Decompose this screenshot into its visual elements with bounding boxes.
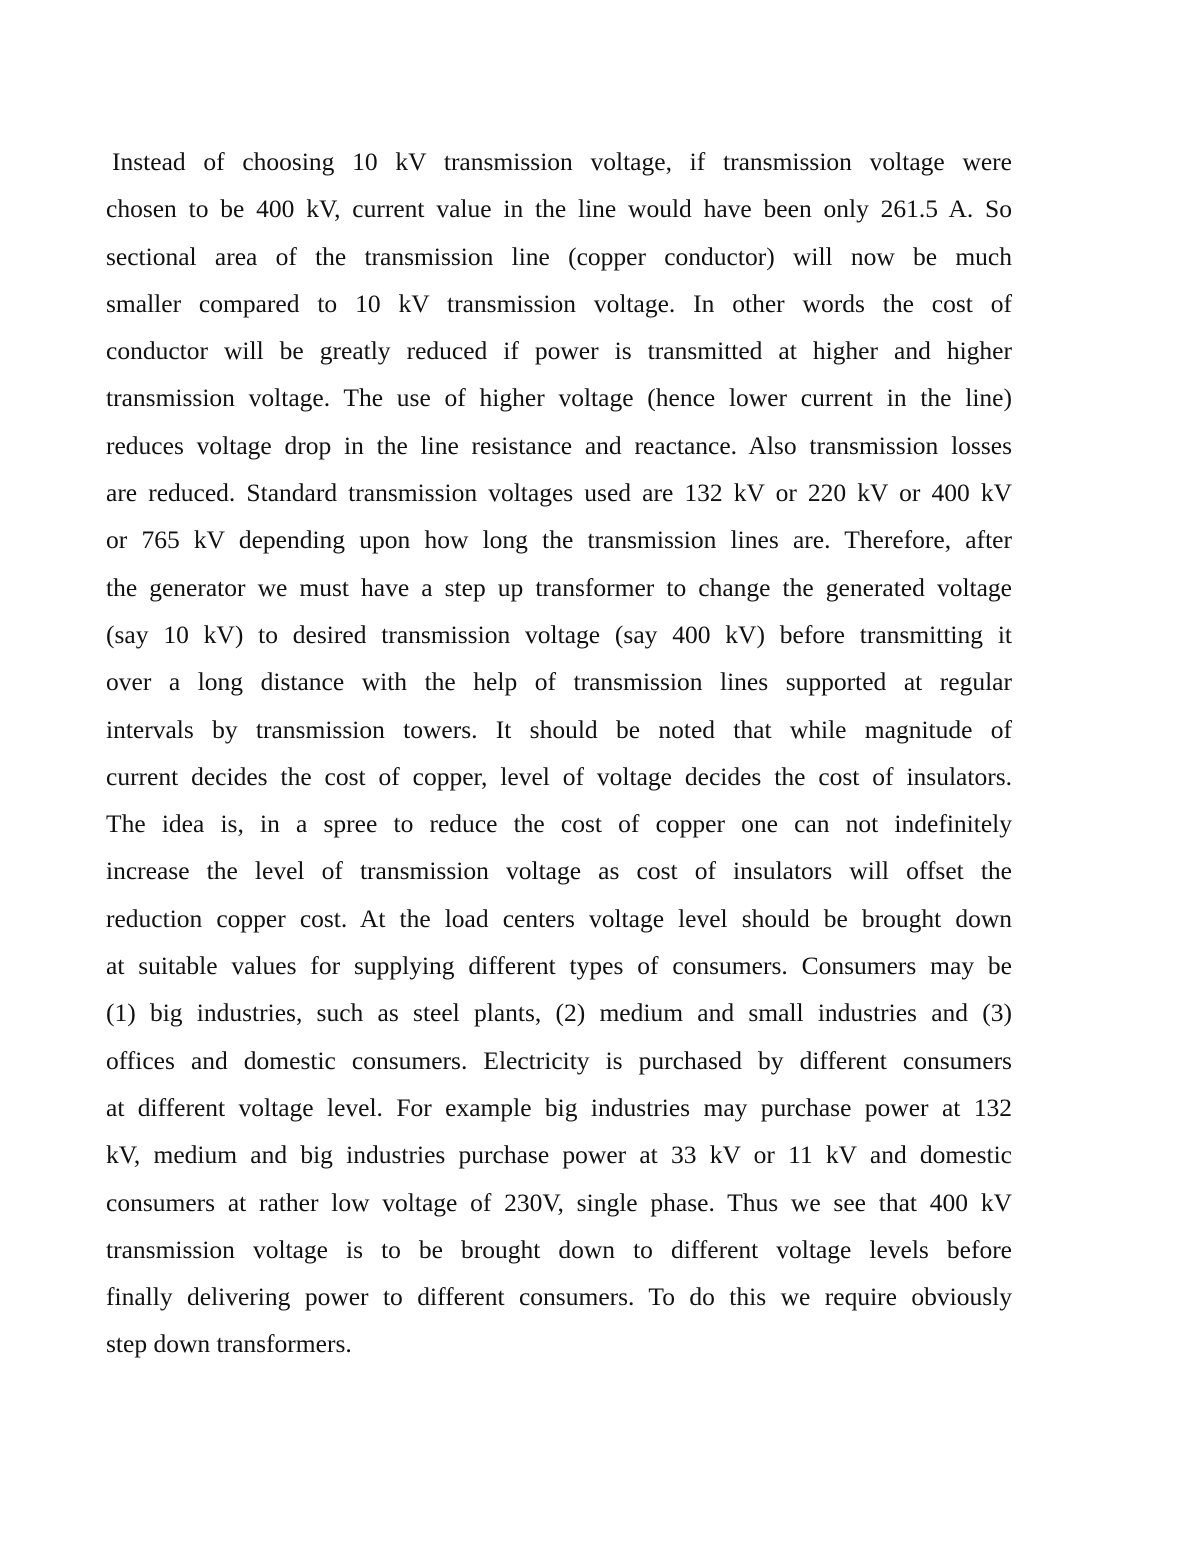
paragraph-line: or 765 kV depending upon how long the transmission lines are. Therefore, after bbox=[106, 525, 1012, 555]
paragraph-line: The idea is, in a spree to reduce the cost of copper one can not indefinitely bbox=[106, 809, 1012, 839]
paragraph-line: conductor will be greatly reduced if power is transmitted at higher and higher bbox=[106, 336, 1012, 366]
paragraph-line: current decides the cost of copper, level of voltage decides the cost of insulators. bbox=[106, 761, 1012, 791]
paragraph-line: reduces voltage drop in the line resistance and reactance. Also transmission losses bbox=[106, 430, 1012, 460]
paragraph-line: finally delivering power to different consumers. To do this we require obviously bbox=[106, 1282, 1012, 1312]
paragraph-line: sectional area of the transmission line (copper conductor) will now be much bbox=[106, 241, 1012, 271]
paragraph-line: reduction copper cost. At the load centers voltage level should be brought down bbox=[106, 903, 1012, 933]
paragraph-line: (1) big industries, such as steel plants, (2) medium and small industries and (3) bbox=[106, 998, 1012, 1028]
paragraph-line: Instead of choosing 10 kV transmission voltage, if transmission voltage were bbox=[112, 147, 1012, 176]
paragraph-line: chosen to be 400 kV, current value in the line would have been only 261.5 A. So bbox=[106, 194, 1012, 224]
paragraph-line-last: step down transformers. bbox=[106, 1329, 352, 1359]
paragraph-line: at different voltage level. For example big industries may purchase power at 132 bbox=[106, 1092, 1012, 1122]
paragraph-line: transmission voltage is to be brought down to different voltage levels before bbox=[106, 1234, 1012, 1264]
body-paragraph bbox=[106, 138, 1012, 1368]
paragraph-line: increase the level of transmission voltage as cost of insulators will offset the bbox=[106, 856, 1012, 886]
paragraph-line: at suitable values for supplying different types of consumers. Consumers may be bbox=[106, 951, 1012, 981]
paragraph-line: offices and domestic consumers. Electricity is purchased by different consumers bbox=[106, 1045, 1012, 1075]
paragraph-line: consumers at rather low voltage of 230V, single phase. Thus we see that 400 kV bbox=[106, 1187, 1012, 1217]
paragraph-line: are reduced. Standard transmission voltages used are 132 kV or 220 kV or 400 kV bbox=[106, 478, 1012, 508]
paragraph-line: over a long distance with the help of transmission lines supported at regular bbox=[106, 667, 1012, 697]
paragraph-line: (say 10 kV) to desired transmission voltage (say 400 kV) before transmitting it bbox=[106, 619, 1012, 649]
paragraph-line: kV, medium and big industries purchase power at 33 kV or 11 kV and domestic bbox=[106, 1140, 1012, 1170]
paragraph-line: the generator we must have a step up transformer to change the generated voltage bbox=[106, 572, 1012, 602]
paragraph-line: transmission voltage. The use of higher voltage (hence lower current in the line) bbox=[106, 383, 1012, 413]
paragraph-line: intervals by transmission towers. It should be noted that while magnitude of bbox=[106, 714, 1012, 744]
paragraph-line: smaller compared to 10 kV transmission voltage. In other words the cost of bbox=[106, 288, 1012, 318]
